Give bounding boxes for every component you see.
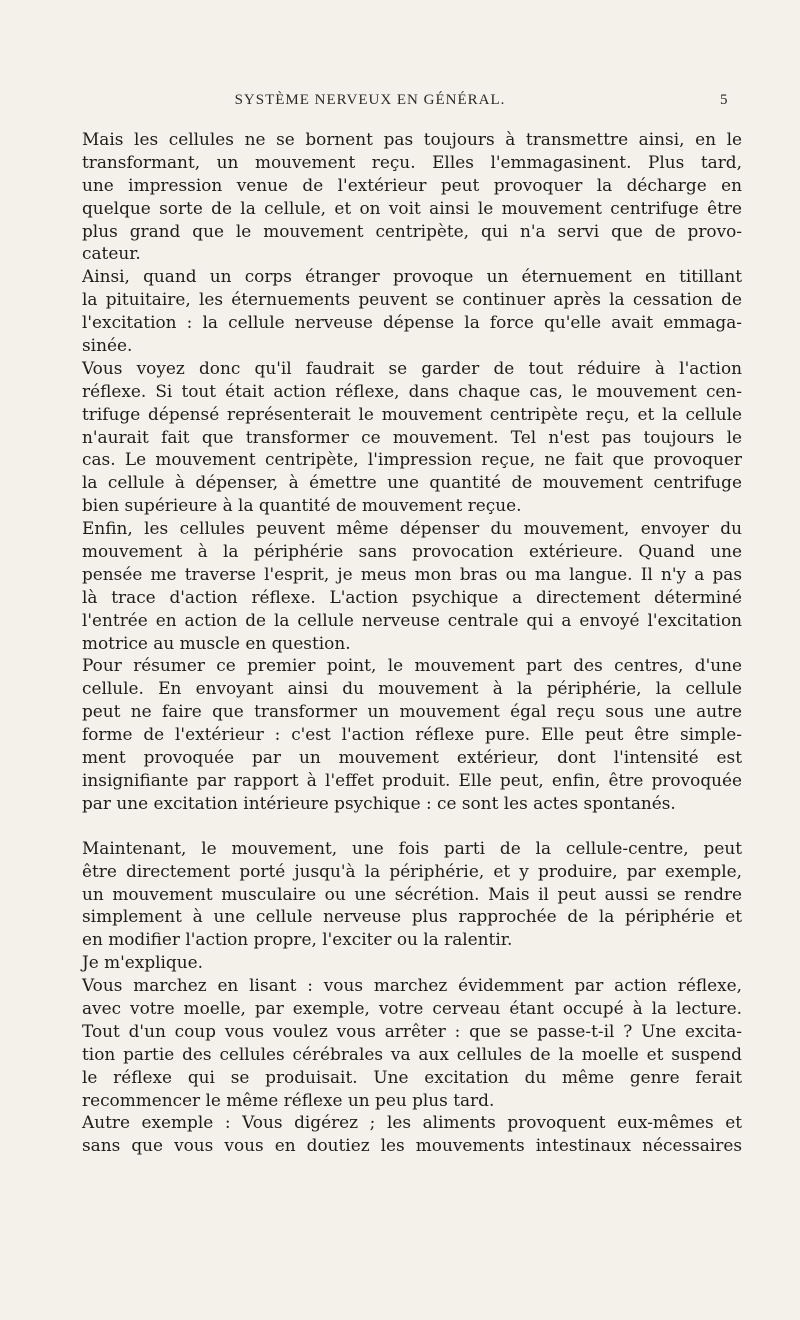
text-line: l'entrée en action de la cellule nerveuse centrale qui a envoyé l'excitation: [82, 609, 742, 630]
paragraph: [82, 128, 742, 265]
text-line: simplement à une cellule nerveuse plus rapprochée de la périphérie et: [82, 906, 742, 927]
text-line: l'excitation : la cellule nerveuse dépense la force qu'elle avait emmaga-: [82, 312, 742, 333]
text-line: forme de l'extérieur : c'est l'action réflexe pure. Elle peut être simple-: [82, 724, 742, 745]
text-line: Tout d'un coup vous voulez vous arrêter : que se passe-t-il ? Une excita-: [82, 1020, 742, 1041]
text-line: être directement porté jusqu'à la périphérie, et y produire, par exemple,: [82, 860, 742, 881]
text-line: tion partie des cellules cérébrales va aux cellules de la moelle et suspend: [82, 1043, 742, 1064]
paragraph: [82, 654, 742, 814]
text-line: trifuge dépensé représenterait le mouvement centripète reçu, et la cellule: [82, 403, 742, 424]
text-line: un mouvement musculaire ou une sécrétion. Mais il peut aussi se rendre: [82, 883, 742, 904]
text-line: en modifier l'action propre, l'exciter ou la ralentir.: [82, 929, 513, 950]
text-line: bien supérieure à la quantité de mouvement reçue.: [82, 495, 522, 516]
text-line: Autre exemple : Vous digérez ; les aliments provoquent eux-mêmes et: [82, 1112, 742, 1133]
text-line: le réflexe qui se produisait. Une excitation du même genre ferait: [82, 1066, 742, 1087]
text-line: Maintenant, le mouvement, une fois parti de la cellule-centre, peut: [82, 837, 742, 858]
paragraph: [82, 357, 742, 517]
text-line: réflexe. Si tout était action réflexe, dans chaque cas, le mouvement cen-: [82, 380, 742, 401]
text-line: insignifiante par rapport à l'effet produit. Elle peut, enfin, être provoquée: [82, 769, 742, 790]
text-line: Je m'explique.: [82, 952, 203, 973]
paragraph: [82, 265, 742, 357]
text-line: pensée me traverse l'esprit, je meus mon bras ou ma langue. Il n'y a pas: [82, 563, 742, 584]
text-line: plus grand que le mouvement centripète, qui n'a servi que de provo-: [82, 220, 742, 241]
text-line: la cellule à dépenser, à émettre une quantité de mouvement centrifuge: [82, 472, 742, 493]
text-line: ment provoquée par un mouvement extérieur, dont l'intensité est: [82, 747, 742, 768]
body-text: [82, 128, 742, 1157]
paragraph: [82, 1111, 742, 1157]
text-line: cellule. En envoyant ainsi du mouvement à la périphérie, la cellule: [82, 678, 742, 699]
text-line: motrice au muscle en question.: [82, 632, 351, 653]
text-line: peut ne faire que transformer un mouvement égal reçu sous une autre: [82, 701, 742, 722]
text-line: Vous voyez donc qu'il faudrait se garder de tout réduire à l'action: [82, 357, 742, 378]
text-line: mouvement à la périphérie sans provocation extérieure. Quand une: [82, 541, 742, 562]
text-line: Pour résumer ce premier point, le mouvement part des centres, d'une: [82, 655, 742, 676]
text-line: sans que vous vous en doutiez les mouvements intestinaux nécessaires: [82, 1135, 742, 1156]
text-line: recommencer le même réflexe un peu plus tard.: [82, 1089, 495, 1110]
text-line: une impression venue de l'extérieur peut provoquer la décharge en: [82, 174, 742, 195]
text-line: n'aurait fait que transformer ce mouvement. Tel n'est pas toujours le: [82, 426, 742, 447]
text-line: Enfin, les cellules peuvent même dépenser du mouvement, envoyer du: [82, 518, 742, 539]
page-number: 5: [720, 92, 728, 108]
text-line: la pituitaire, les éternuements peuvent se continuer après la cessation de: [82, 289, 742, 310]
paragraph: [82, 951, 742, 974]
paragraph-gap: [82, 815, 742, 837]
text-line: quelque sorte de la cellule, et on voit ainsi le mouvement centrifuge être: [82, 197, 742, 218]
text-line: là trace d'action réflexe. L'action psychique a directement déterminé: [82, 586, 742, 607]
paragraph: [82, 837, 742, 951]
text-line: cas. Le mouvement centripète, l'impression reçue, ne fait que provoquer: [82, 449, 742, 470]
text-line: Vous marchez en lisant : vous marchez évidemment par action réflexe,: [82, 975, 742, 996]
text-line: sinée.: [82, 335, 133, 356]
text-line: par une excitation intérieure psychique : ce sont les actes spontanés.: [82, 792, 676, 813]
text-line: cateur.: [82, 243, 141, 264]
text-line: Ainsi, quand un corps étranger provoque un éternuement en titillant: [82, 266, 742, 287]
text-line: avec votre moelle, par exemple, votre cerveau étant occupé à la lecture.: [82, 997, 742, 1018]
text-line: Mais les cellules ne se bornent pas toujours à transmettre ainsi, en le: [82, 129, 742, 149]
running-head-title: SYSTÈME NERVEUX EN GÉNÉRAL.: [234, 92, 506, 108]
paragraph: [82, 517, 742, 654]
paragraph: [82, 974, 742, 1111]
text-line: transformant, un mouvement reçu. Elles l'emmagasinent. Plus tard,: [82, 151, 742, 172]
